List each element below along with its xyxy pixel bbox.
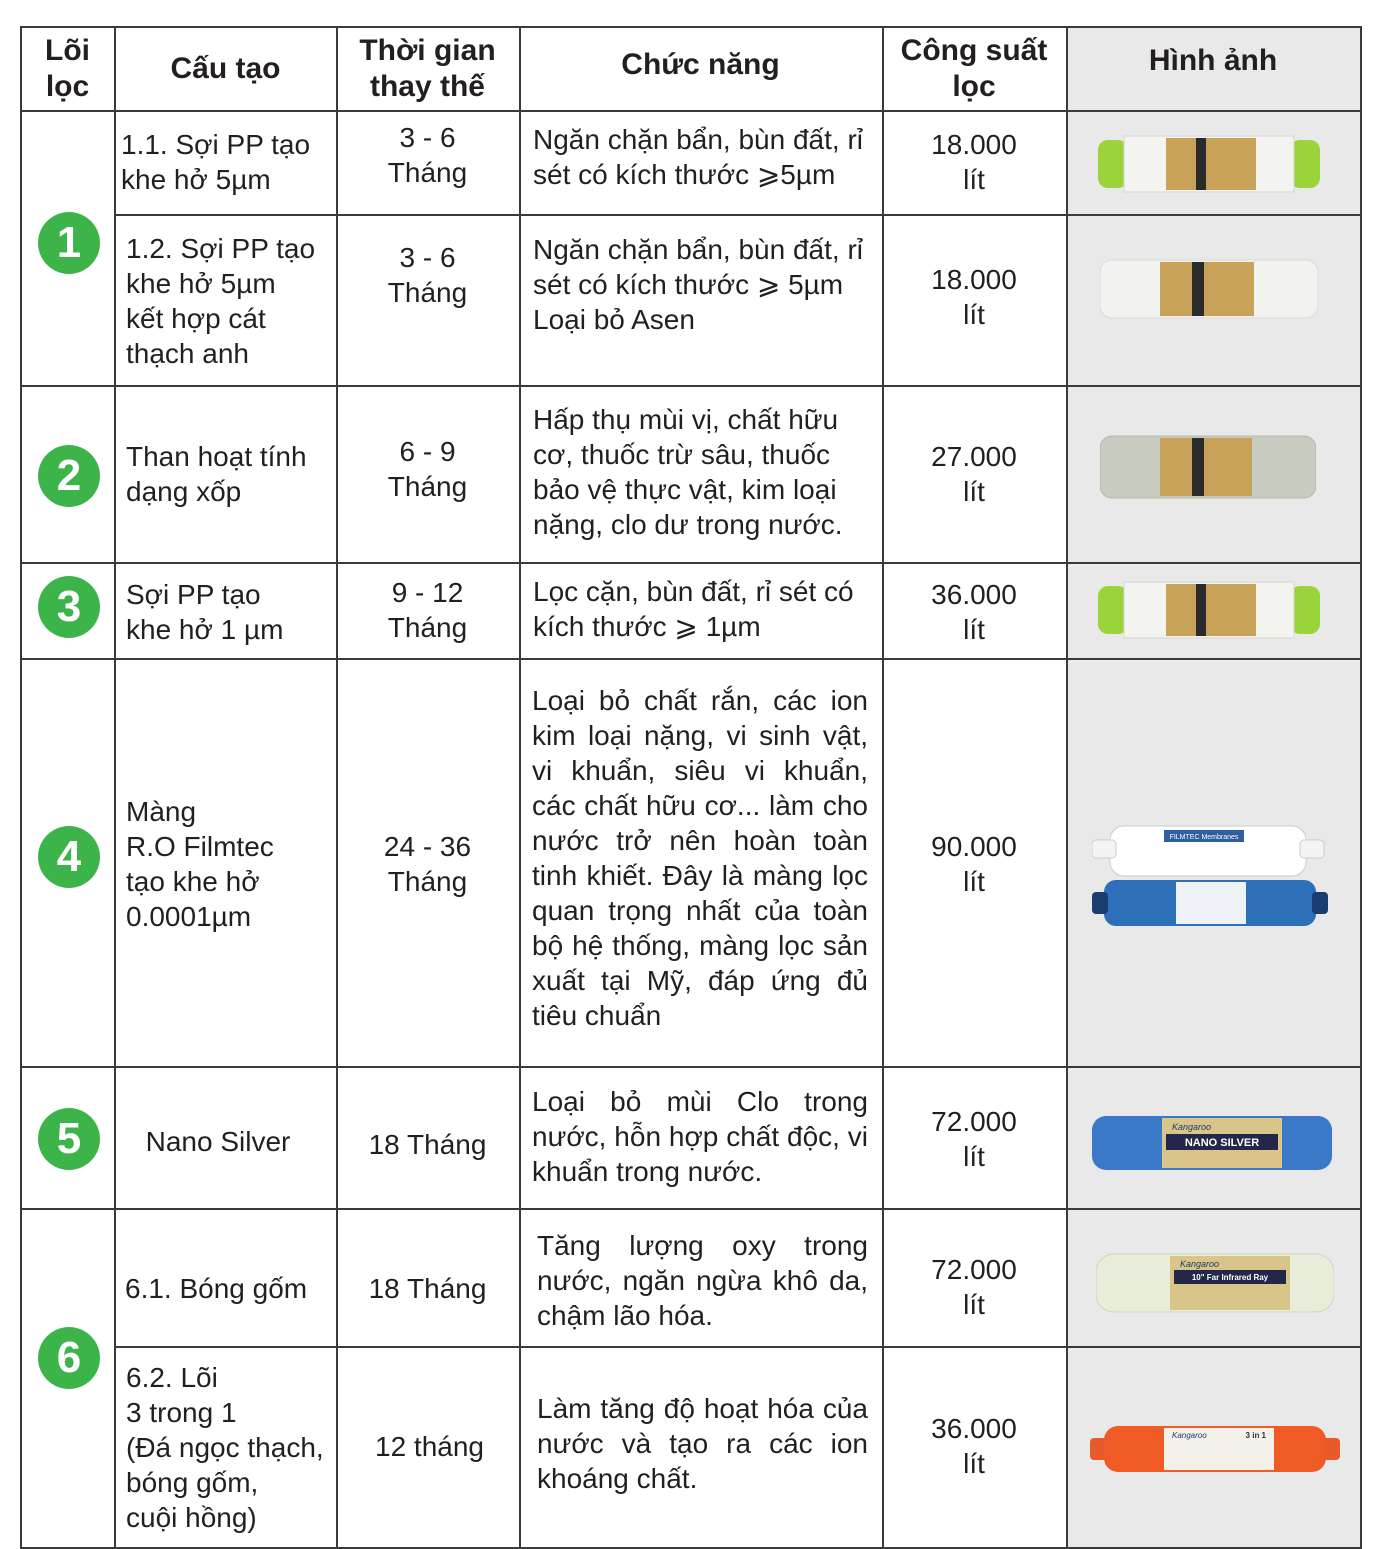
stage-badge: 6 <box>38 1327 100 1389</box>
row-capacity: 18.000 lít <box>931 129 1017 195</box>
row-capacity: 72.000 lít <box>931 1106 1017 1172</box>
row-capacity: 36.000 lít <box>931 579 1017 645</box>
header-image: Hình ảnh <box>1148 44 1278 77</box>
cartridge-product-label: 3 in 1 <box>1245 1431 1266 1440</box>
ro-housing-label: FILMTEC Membranes <box>1169 834 1239 841</box>
column-divider <box>519 26 521 1549</box>
row-capacity: 18.000 lít <box>931 264 1017 330</box>
row-function: Lọc cặn, bùn đất, rỉ sét có kích thước ⩾ 1µm <box>533 576 854 642</box>
header-structure: Cấu tạo <box>170 52 281 85</box>
header-capacity: Công suất lọc <box>900 34 1048 103</box>
row-function: Tăng lượng oxy trong nước, ngăn ngừa khô da, chậm lão hóa. <box>537 1229 868 1331</box>
column-divider <box>114 26 116 1549</box>
column-divider <box>1066 26 1068 1549</box>
row-replace-time: 6 - 9 Tháng <box>387 436 468 502</box>
ceramic-cartridge-image <box>1096 1250 1334 1316</box>
cartridge-product-label: NANO SILVER <box>1184 1137 1260 1149</box>
row-capacity: 27.000 lít <box>931 441 1017 507</box>
stage-badge: 4 <box>38 826 100 888</box>
table-border-right <box>1360 26 1362 1549</box>
row-structure: 6.2. Lõi 3 trong 1 (Đá ngọc thạch, bóng gốm, cuội hồng) <box>126 1361 324 1533</box>
ro-membrane-image <box>1092 822 1342 942</box>
stage-badge: 5 <box>38 1108 100 1170</box>
filter-cartridge-image <box>1100 256 1318 322</box>
row-structure: 6.1. Bóng gốm <box>125 1272 308 1304</box>
row-structure: Màng R.O Filmtec tạo khe hở 0.0001µm <box>126 796 274 932</box>
row-capacity: 90.000 lít <box>931 831 1017 897</box>
row-structure: 1.2. Sợi PP tạo khe hở 5µm kết hợp cát thạch anh <box>126 233 316 369</box>
row-replace-time: 9 - 12 Tháng <box>387 577 468 643</box>
row-replace-time: 12 tháng <box>375 1430 484 1462</box>
row-function: Hấp thụ mùi vị, chất hữu cơ, thuốc trừ sâu, thuốc bảo vệ thực vật, kim loại nặng, clo dư trong nước. <box>533 404 843 540</box>
row-capacity: 72.000 lít <box>931 1254 1017 1320</box>
filter-cartridge-image <box>1098 130 1320 198</box>
row-capacity: 36.000 lít <box>931 1413 1017 1479</box>
header-replace-time: Thời gian thay thế <box>359 34 496 103</box>
row-structure: Nano Silver <box>145 1125 291 1157</box>
row-structure: 1.1. Sợi PP tạo khe hở 5µm <box>121 129 311 195</box>
stage-badge: 2 <box>38 445 100 507</box>
filter-cartridge-image <box>1100 432 1316 502</box>
row-replace-time: 3 - 6 Tháng <box>387 242 468 308</box>
filter-cartridge-image <box>1098 576 1320 644</box>
table-border-bottom <box>20 1547 1361 1549</box>
row-structure: Than hoạt tính dạng xốp <box>126 441 307 507</box>
cartridge-brand-label: Kangaroo <box>1172 1122 1212 1132</box>
header-function: Chức năng <box>621 48 780 81</box>
row-replace-time: 18 Tháng <box>368 1272 487 1304</box>
row-function: Loại bỏ chất rắn, các ion kim loại nặng, vi sinh vật, vi khuẩn, siêu vi khuẩn, các chất hữu cơ... làm cho nước trở nên hoàn toàn tinh khiết. Đây là màng lọc quan trọng nhất của toàn bộ hệ thống, màng lọc sản xuất tại Mỹ, đáp ứng đủ tiêu chuẩn <box>532 685 868 1031</box>
cartridge-product-label: 10" Far Infrared Ray <box>1191 1273 1269 1282</box>
row-structure: Sợi PP tạo khe hở 1 µm <box>126 579 284 645</box>
stage-badge: 3 <box>38 576 100 638</box>
row-function: Làm tăng độ hoạt hóa của nước và tạo ra các ion khoáng chất. <box>537 1392 868 1494</box>
row-function: Ngăn chặn bẩn, bùn đất, rỉ sét có kích thước ⩾5µm <box>533 124 864 190</box>
cartridge-brand-label: Kangaroo <box>1180 1259 1220 1269</box>
row-function: Ngăn chặn bẩn, bùn đất, rỉ sét có kích thước ⩾ 5µm Loại bỏ Asen <box>533 233 864 335</box>
header-core: Lõi lọc <box>45 34 90 103</box>
nano-silver-cartridge-image <box>1092 1110 1332 1176</box>
row-replace-time: 3 - 6 Tháng <box>387 122 468 188</box>
orange-3in1-cartridge-image <box>1090 1422 1340 1476</box>
table-border-left <box>20 26 22 1549</box>
stage-badge: 1 <box>38 212 100 274</box>
row-function: Loại bỏ mùi Clo trong nước, hỗn hợp chất độc, vi khuẩn trong nước. <box>532 1085 868 1187</box>
cartridge-brand-label: Kangaroo <box>1172 1431 1207 1440</box>
row-replace-time: 18 Tháng <box>368 1128 487 1160</box>
row-replace-time: 24 - 36 Tháng <box>383 831 472 897</box>
